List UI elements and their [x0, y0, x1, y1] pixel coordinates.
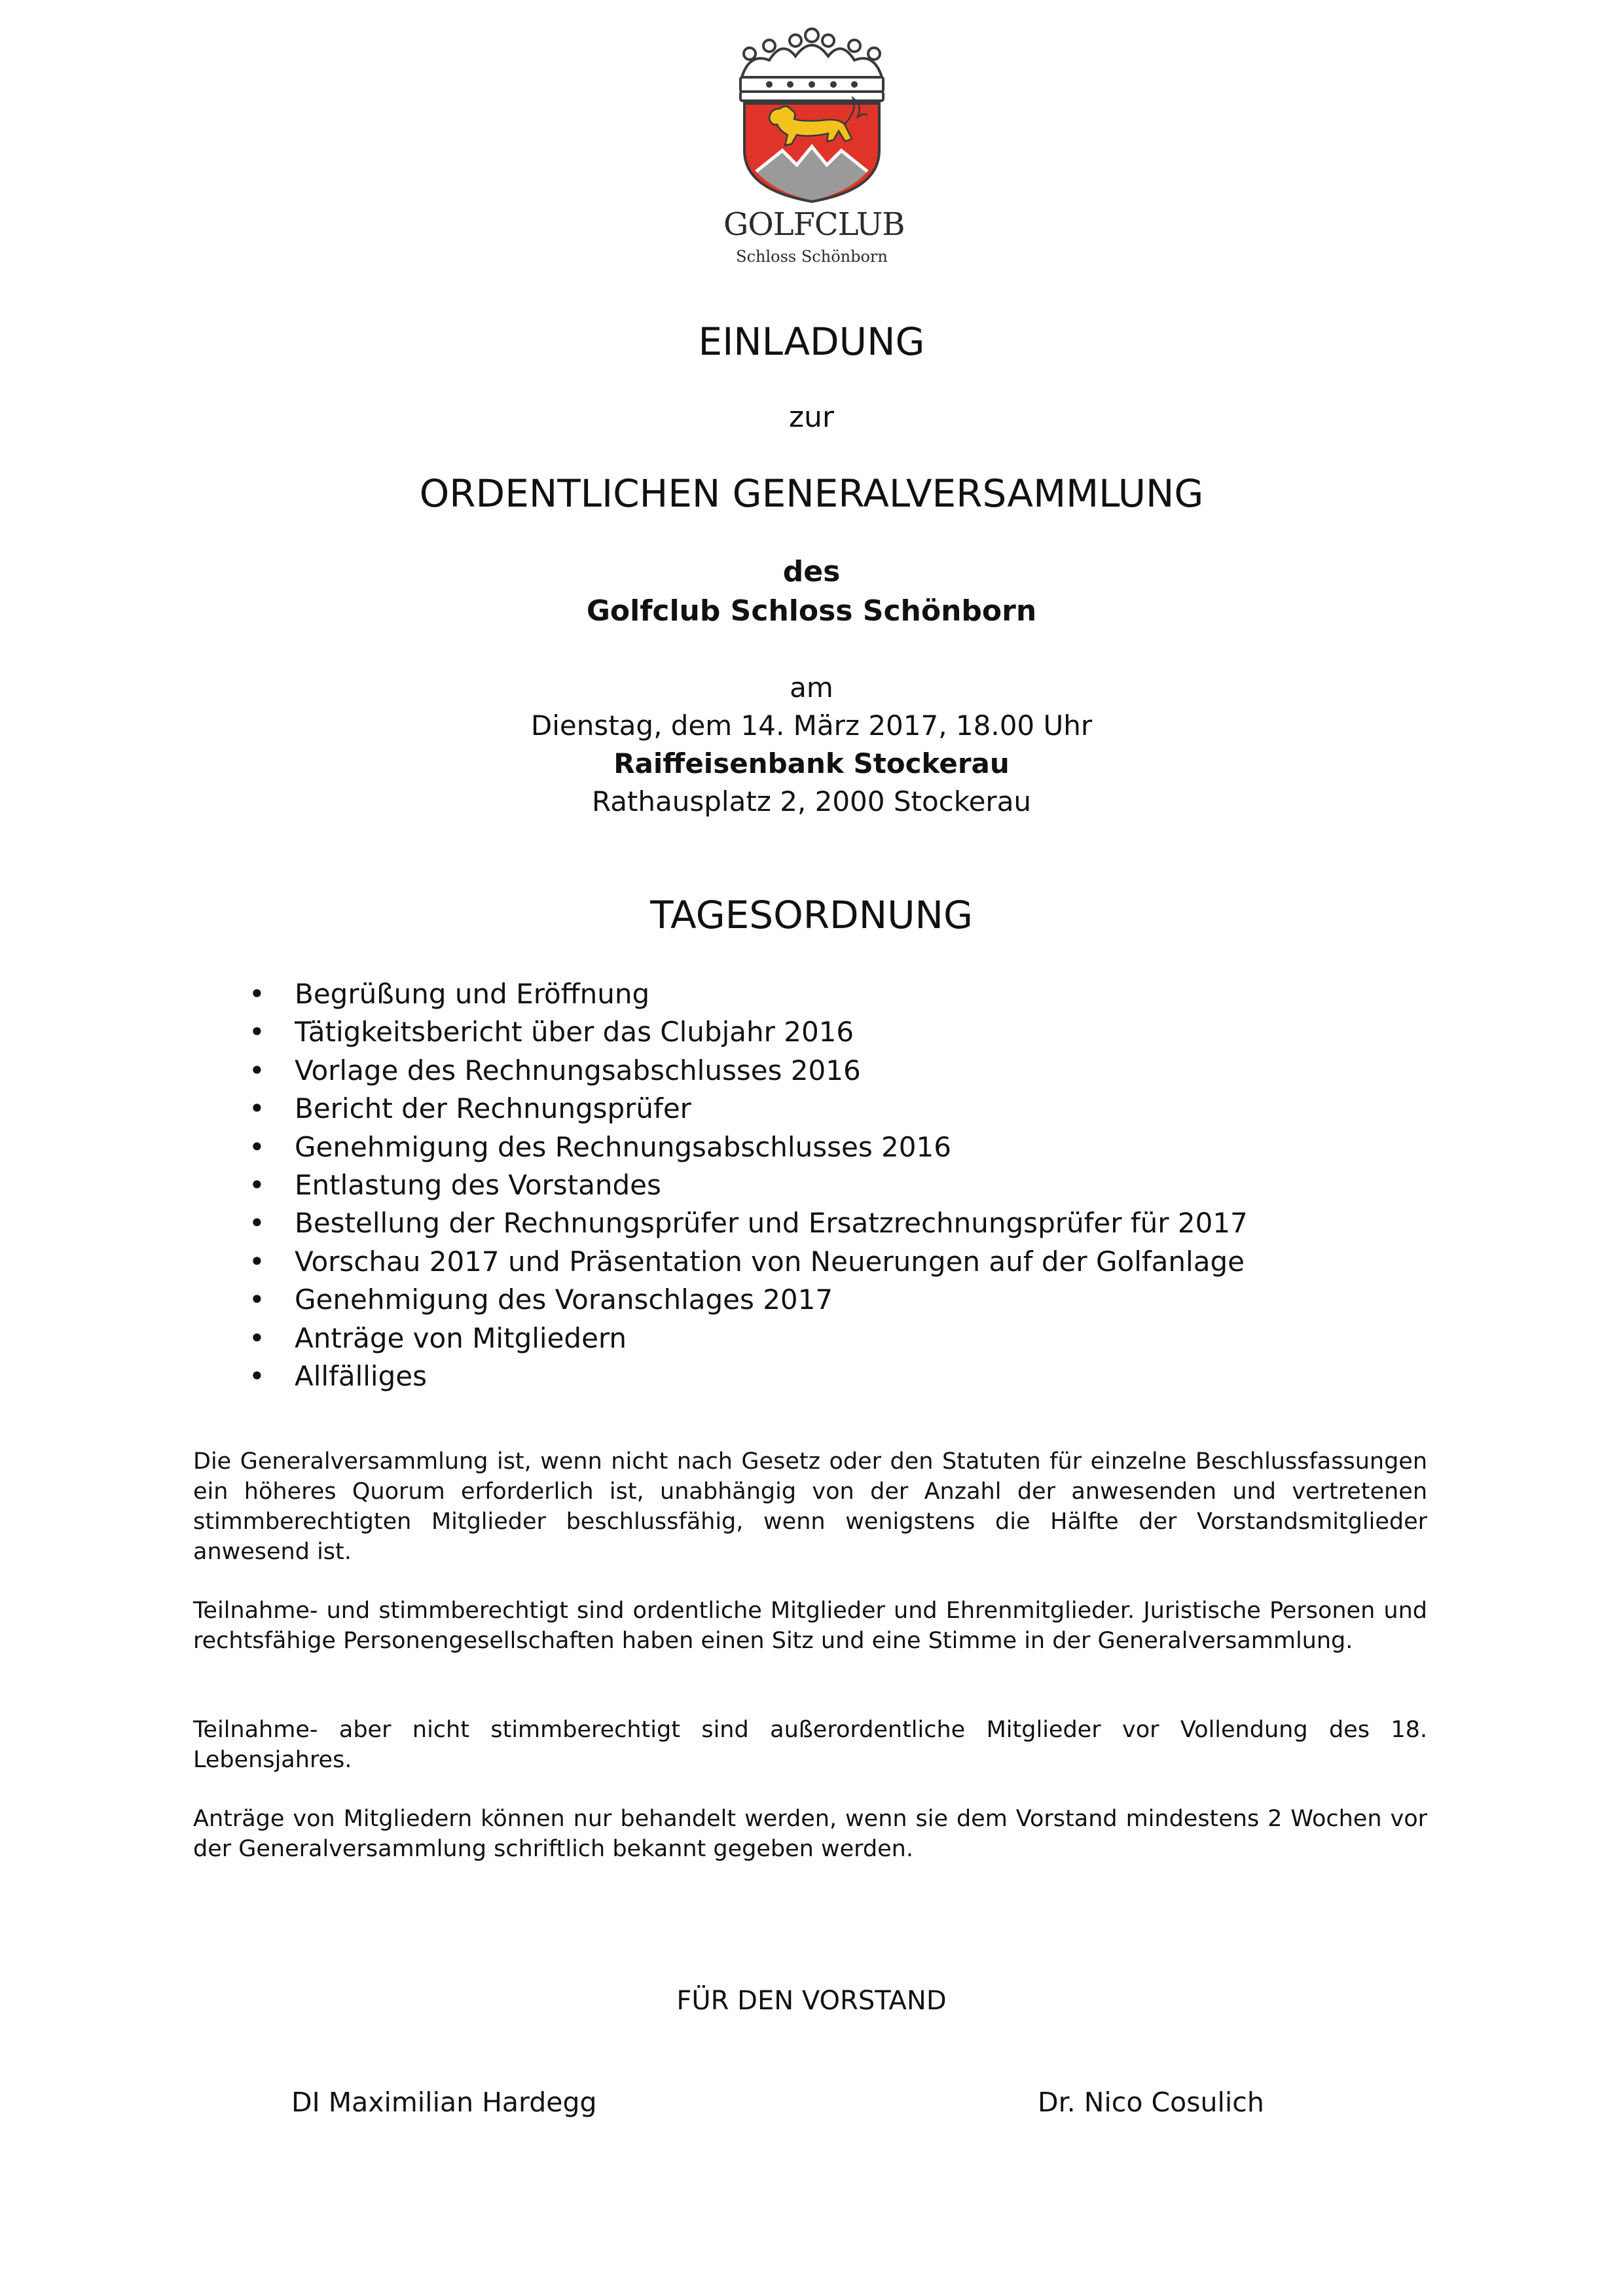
- coat-of-arms-icon: [723, 26, 900, 203]
- club-name: Golfclub Schloss Schönborn: [586, 594, 1037, 628]
- paragraph-voting-rights: Teilnahme- und stimmberechtigt sind ordentliche Mitglieder und Ehrenmitglieder. Juristische Personen und rechtsfähige Personengesellschaften haben einen Sitz und eine Stimme in der Generalversammlung.: [193, 1598, 1427, 1654]
- agenda-list: [249, 975, 1248, 1395]
- logo-subtitle: Schloss Schönborn: [736, 247, 888, 266]
- event-title: ORDENTLICHEN GENERALVERSAMMLUNG: [419, 471, 1204, 516]
- club-logo: [723, 26, 905, 275]
- zur-text: zur: [788, 401, 835, 434]
- meeting-date-time: Dienstag, dem 14. März 2017, 18.00 Uhr: [530, 709, 1093, 742]
- list-item: • Entlastung des Vorstandes: [249, 1166, 1248, 1204]
- bullet-icon: •: [249, 1321, 265, 1354]
- crown-icon: [740, 29, 883, 101]
- bullet-icon: •: [249, 1016, 265, 1049]
- list-item: • Allfälliges: [249, 1357, 1248, 1395]
- list-item: • Vorschau 2017 und Präsentation von Neuerungen auf der Golfanlage: [249, 1243, 1248, 1281]
- bullet-icon: •: [249, 978, 265, 1010]
- list-item: • Genehmigung des Rechnungsabschlusses 2016: [249, 1128, 1248, 1166]
- am-text: am: [790, 672, 833, 704]
- paragraph-quorum: Die Generalversammlung ist, wenn nicht nach Gesetz oder den Statuten für einzelne Beschlussfassungen ein höheres Quorum erforderlich ist, unabhängig von der Anzahl der anwesenden und vertretenen stimmberechtigten Mitglieder beschlussfähig, wenn wenigstens die Hälfte der Vorstandsmitglieder anwesend ist.: [193, 1448, 1427, 1565]
- paragraph-extraordinary-members: Teilnahme- aber nicht stimmberechtigt sind außerordentliche Mitglieder vor Vollendung des 18. Lebensjahres.: [193, 1717, 1427, 1773]
- bullet-icon: •: [249, 1283, 265, 1316]
- bullet-icon: •: [249, 1092, 265, 1125]
- list-item: • Anträge von Mitgliedern: [249, 1319, 1248, 1357]
- signatory-right: Dr. Nico Cosulich: [1038, 2087, 1264, 2118]
- paragraph-motions: Anträge von Mitgliedern können nur behandelt werden, wenn sie dem Vorstand mindestens 2 Wochen vor der Generalversammlung schriftlich bekannt gegeben werden.: [193, 1806, 1427, 1862]
- bullet-icon: •: [249, 1054, 265, 1086]
- bullet-icon: •: [249, 1168, 265, 1201]
- list-item: • Vorlage des Rechnungsabschlusses 2016: [249, 1052, 1248, 1090]
- list-item: • Bericht der Rechnungsprüfer: [249, 1090, 1248, 1128]
- bullet-icon: •: [249, 1207, 265, 1240]
- meeting-venue: Raiffeisenbank Stockerau: [613, 747, 1010, 780]
- document-title: EINLADUNG: [698, 319, 925, 364]
- bullet-icon: •: [249, 1359, 265, 1392]
- logo-title: GOLFCLUB: [723, 206, 905, 243]
- meeting-address: Rathausplatz 2, 2000 Stockerau: [591, 785, 1032, 817]
- bullet-icon: •: [249, 1130, 265, 1163]
- list-item: • Tätigkeitsbericht über das Clubjahr 2016: [249, 1013, 1248, 1051]
- list-item: • Begrüßung und Eröffnung: [249, 975, 1248, 1013]
- signatory-left: DI Maximilian Hardegg: [291, 2087, 597, 2118]
- bullet-icon: •: [249, 1245, 265, 1278]
- list-item: • Bestellung der Rechnungsprüfer und Ersatzrechnungsprüfer für 2017: [249, 1204, 1248, 1242]
- signature-heading: FÜR DEN VORSTAND: [676, 1986, 947, 2016]
- agenda-title: TAGESORDNUNG: [650, 893, 973, 937]
- list-item: • Genehmigung des Voranschlages 2017: [249, 1281, 1248, 1319]
- des-text: des: [782, 555, 841, 588]
